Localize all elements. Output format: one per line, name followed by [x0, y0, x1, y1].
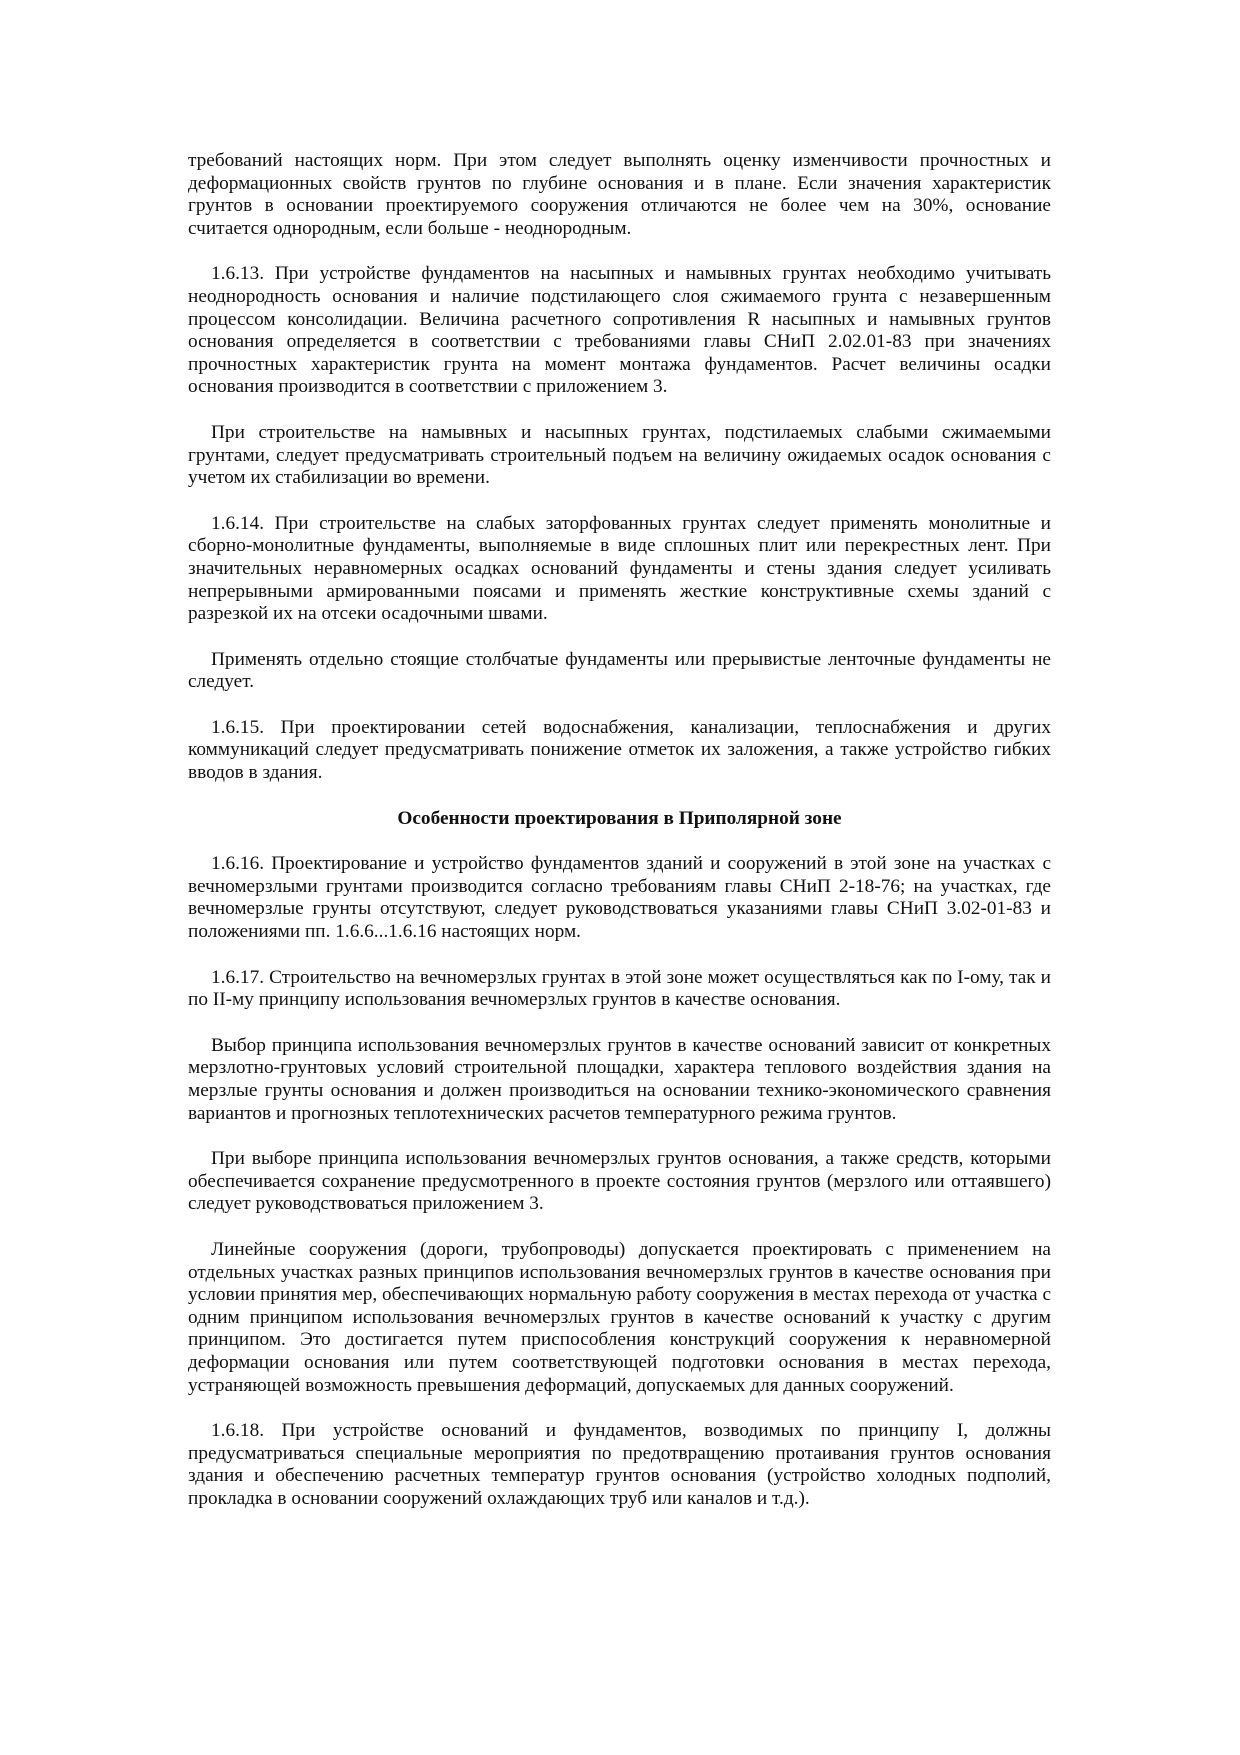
paragraph-1-6-15: 1.6.15. При проектировании сетей водоснабжения, канализации, теплоснабжения и других коммуникаций следует предусматривать понижение отметок их заложения, а также устройство гибких вводов в здания.: [188, 716, 1051, 784]
paragraph-1-6-17: 1.6.17. Строительство на вечномерзлых грунтах в этой зоне может осуществляться как по I-ому, так и по II-му принципу использования вечномерзлых грунтов в качестве основания.: [188, 966, 1051, 1011]
paragraph-continuation: требований настоящих норм. При этом следует выполнять оценку изменчивости прочностных и деформационных свойств грунтов по глубине основания и в плане. Если значения характеристик грунтов в основании проектируемого сооружения отличаются не более чем на 30%, основание считается однородным, если больше - неоднородным.: [188, 150, 1051, 239]
paragraph-1-6-16: 1.6.16. Проектирование и устройство фундаментов зданий и сооружений в этой зоне на участках с вечномерзлыми грунтами производится согласно требованиям главы СНиП 2-18-76; на участках, где вечномерзлые грунты отсутствуют, следует руководствоваться указаниями главы СНиП 3.02-01-83 и положениями пп. 1.6.6...1.6.16 настоящих норм.: [188, 853, 1051, 943]
paragraph-1-6-14: 1.6.14. При строительстве на слабых заторфованных грунтах следует применять монолитные и сборно-монолитные фундаменты, выполняемые в виде сплошных плит или перекрестных лент. При значительных неравномерных осадках оснований фундаменты и стены здания следует усиливать непрерывными армированными поясами и применять жесткие конструктивные схемы зданий с разрезкой их на отсеки осадочными швами.: [188, 512, 1051, 625]
paragraph-settlement-lift: При строительстве на намывных и насыпных грунтах, подстилаемых слабыми сжимаемыми грунтами, следует предусматривать строительный подъем на величину ожидаемых осадок основания с учетом их стабилизации во времени.: [188, 421, 1051, 489]
document-page: [188, 150, 1051, 1534]
paragraph-principle-choice: Выбор принципа использования вечномерзлых грунтов в качестве оснований зависит от конкретных мерзлотно-грунтовых условий строительной площадки, характера теплового воздействия здания на мерзлые грунты основания и должен производиться на основании технико-экономического сравнения вариантов и прогнозных теплотехнических расчетов температурного режима грунтов.: [188, 1034, 1051, 1124]
paragraph-1-6-13: 1.6.13. При устройстве фундаментов на насыпных и намывных грунтах необходимо учитывать неоднородность основания и наличие подстилающего слоя сжимаемого грунта с незавершенным процессом консолидации. Величина расчетного сопротивления R насыпных и намывных грунтов основания определяется в соответствии с требованиями главы СНиП 2.02.01-83 при значениях прочностных характеристик грунта на момент монтажа фундаментов. Расчет величины осадки основания производится в соответствии с приложением 3.: [188, 263, 1051, 398]
paragraph-1-6-18: 1.6.18. При устройстве оснований и фундаментов, возводимых по принципу I, должны предусматриваться специальные мероприятия по предотвращению протаивания грунтов основания здания и обеспечению расчетных температур грунтов основания (устройство холодных подполий, прокладка в основании сооружений охлаждающих труб или каналов и т.д.).: [188, 1420, 1051, 1509]
paragraph-column-foundations: Применять отдельно стоящие столбчатые фундаменты или прерывистые ленточные фундаменты не следует.: [188, 648, 1051, 693]
paragraph-linear-structures: Линейные сооружения (дороги, трубопроводы) допускается проектировать с применением на отдельных участках разных принципов использования вечномерзлых грунтов в качестве основания при условии принятия мер, обеспечивающих нормальную работу сооружения в местах перехода от участка с одним принципом использования вечномерзлых грунтов в качестве оснований к участку с другим принципом. Это достигается путем приспособления конструкций сооружения к неравномерной деформации основания или путем соответствующей подготовки основания в местах перехода, устраняющей возможность превышения деформаций, допускаемых для данных сооружений.: [188, 1238, 1051, 1396]
paragraph-principle-means: При выборе принципа использования вечномерзлых грунтов основания, а также средств, которыми обеспечивается сохранение предусмотренного в проекте состояния грунтов (мерзлого или оттаявшего) следует руководствоваться приложением 3.: [188, 1148, 1051, 1215]
section-heading: Особенности проектирования в Приполярной зоне: [397, 807, 842, 829]
